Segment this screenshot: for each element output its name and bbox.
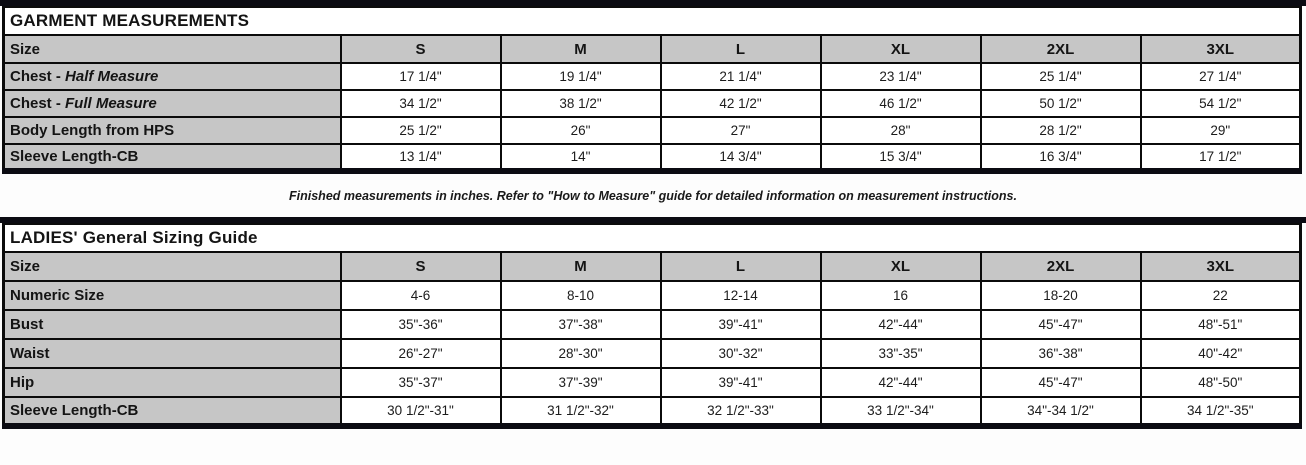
ladies-col-header-m: M xyxy=(501,252,661,281)
ladies-table-title: LADIES' General Sizing Guide xyxy=(4,224,1301,252)
cell-chest-half-2xl: 25 1/4" xyxy=(981,63,1141,90)
cell-hip-l: 39"-41" xyxy=(661,368,821,397)
cell-body-length-m: 26" xyxy=(501,117,661,144)
measurement-note-band xyxy=(0,174,1306,217)
cell-body-length-l: 27" xyxy=(661,117,821,144)
table-row-bust xyxy=(4,310,1301,339)
cell-sleeve-length-3xl: 17 1/2" xyxy=(1141,144,1301,171)
ladies-size-header: Size xyxy=(4,252,341,281)
ladies-table-header-row xyxy=(4,252,1301,281)
cell-waist-l: 30"-32" xyxy=(661,339,821,368)
cell-numeric-size-2xl: 18-20 xyxy=(981,281,1141,310)
garment-table-title: GARMENT MEASUREMENTS xyxy=(4,7,1301,35)
cell-chest-full-xl: 46 1/2" xyxy=(821,90,981,117)
cell-chest-full-3xl: 54 1/2" xyxy=(1141,90,1301,117)
ladies-col-header-s: S xyxy=(341,252,501,281)
cell-chest-full-s: 34 1/2" xyxy=(341,90,501,117)
cell-sleeve-length-2xl: 16 3/4" xyxy=(981,144,1141,171)
ladies-col-header-2xl: 2XL xyxy=(981,252,1141,281)
cell-body-length-3xl: 29" xyxy=(1141,117,1301,144)
garment-table-header-row xyxy=(4,35,1301,63)
cell-chest-full-l: 42 1/2" xyxy=(661,90,821,117)
cell-ladies-sleeve-xl: 33 1/2"-34" xyxy=(821,397,981,426)
garment-col-header-2xl: 2XL xyxy=(981,35,1141,63)
table-row-hip xyxy=(4,368,1301,397)
cell-body-length-s: 25 1/2" xyxy=(341,117,501,144)
table-row-chest-half-measure xyxy=(4,63,1301,90)
garment-col-header-s: S xyxy=(341,35,501,63)
cell-body-length-xl: 28" xyxy=(821,117,981,144)
garment-table-title-row xyxy=(4,7,1301,35)
cell-ladies-sleeve-3xl: 34 1/2"-35" xyxy=(1141,397,1301,426)
cell-sleeve-length-m: 14" xyxy=(501,144,661,171)
cell-hip-3xl: 48"-50" xyxy=(1141,368,1301,397)
table-row-numeric-size xyxy=(4,281,1301,310)
table-row-chest-full-measure xyxy=(4,90,1301,117)
cell-ladies-sleeve-l: 32 1/2"-33" xyxy=(661,397,821,426)
cell-numeric-size-3xl: 22 xyxy=(1141,281,1301,310)
row-label-chest-full-measure: Chest - Full Measure xyxy=(4,90,341,117)
ladies-table-title-row xyxy=(4,224,1301,252)
cell-chest-half-l: 21 1/4" xyxy=(661,63,821,90)
cell-chest-full-m: 38 1/2" xyxy=(501,90,661,117)
cell-hip-s: 35"-37" xyxy=(341,368,501,397)
table-row-ladies-sleeve-length-cb xyxy=(4,397,1301,426)
row-label-sleeve-length-cb: Sleeve Length-CB xyxy=(4,144,341,171)
garment-measurements-table xyxy=(2,6,1302,174)
cell-numeric-size-m: 8-10 xyxy=(501,281,661,310)
row-label-ladies-sleeve-length-cb: Sleeve Length-CB xyxy=(4,397,341,426)
cell-chest-half-m: 19 1/4" xyxy=(501,63,661,90)
cell-chest-half-xl: 23 1/4" xyxy=(821,63,981,90)
cell-ladies-sleeve-2xl: 34"-34 1/2" xyxy=(981,397,1141,426)
cell-hip-xl: 42"-44" xyxy=(821,368,981,397)
ladies-col-header-l: L xyxy=(661,252,821,281)
cell-bust-xl: 42"-44" xyxy=(821,310,981,339)
garment-col-header-xl: XL xyxy=(821,35,981,63)
row-label-numeric-size: Numeric Size xyxy=(4,281,341,310)
garment-col-header-l: L xyxy=(661,35,821,63)
cell-sleeve-length-xl: 15 3/4" xyxy=(821,144,981,171)
table-row-sleeve-length-cb xyxy=(4,144,1301,171)
cell-chest-half-s: 17 1/4" xyxy=(341,63,501,90)
cell-hip-2xl: 45"-47" xyxy=(981,368,1141,397)
cell-bust-s: 35"-36" xyxy=(341,310,501,339)
cell-hip-m: 37"-39" xyxy=(501,368,661,397)
cell-bust-l: 39"-41" xyxy=(661,310,821,339)
cell-waist-s: 26"-27" xyxy=(341,339,501,368)
cell-body-length-2xl: 28 1/2" xyxy=(981,117,1141,144)
cell-waist-m: 28"-30" xyxy=(501,339,661,368)
ladies-col-header-3xl: 3XL xyxy=(1141,252,1301,281)
row-label-waist: Waist xyxy=(4,339,341,368)
cell-waist-2xl: 36"-38" xyxy=(981,339,1141,368)
cell-bust-3xl: 48"-51" xyxy=(1141,310,1301,339)
garment-col-header-m: M xyxy=(501,35,661,63)
cell-sleeve-length-s: 13 1/4" xyxy=(341,144,501,171)
cell-bust-2xl: 45"-47" xyxy=(981,310,1141,339)
row-label-body-length-hps: Body Length from HPS xyxy=(4,117,341,144)
cell-bust-m: 37"-38" xyxy=(501,310,661,339)
cell-chest-full-2xl: 50 1/2" xyxy=(981,90,1141,117)
cell-waist-3xl: 40"-42" xyxy=(1141,339,1301,368)
cell-numeric-size-l: 12-14 xyxy=(661,281,821,310)
table-row-waist xyxy=(4,339,1301,368)
garment-col-header-3xl: 3XL xyxy=(1141,35,1301,63)
row-label-hip: Hip xyxy=(4,368,341,397)
row-label-bust: Bust xyxy=(4,310,341,339)
ladies-col-header-xl: XL xyxy=(821,252,981,281)
cell-ladies-sleeve-m: 31 1/2"-32" xyxy=(501,397,661,426)
cell-chest-half-3xl: 27 1/4" xyxy=(1141,63,1301,90)
cell-numeric-size-xl: 16 xyxy=(821,281,981,310)
cell-numeric-size-s: 4-6 xyxy=(341,281,501,310)
cell-ladies-sleeve-s: 30 1/2"-31" xyxy=(341,397,501,426)
measurement-note: Finished measurements in inches. Refer to "How to Measure" guide for detailed information on measurement instructions. xyxy=(289,188,1017,203)
row-label-chest-half-measure: Chest - Half Measure xyxy=(4,63,341,90)
table-row-body-length-hps xyxy=(4,117,1301,144)
cell-sleeve-length-l: 14 3/4" xyxy=(661,144,821,171)
ladies-sizing-guide-table xyxy=(2,223,1302,429)
garment-size-header: Size xyxy=(4,35,341,63)
cell-waist-xl: 33"-35" xyxy=(821,339,981,368)
